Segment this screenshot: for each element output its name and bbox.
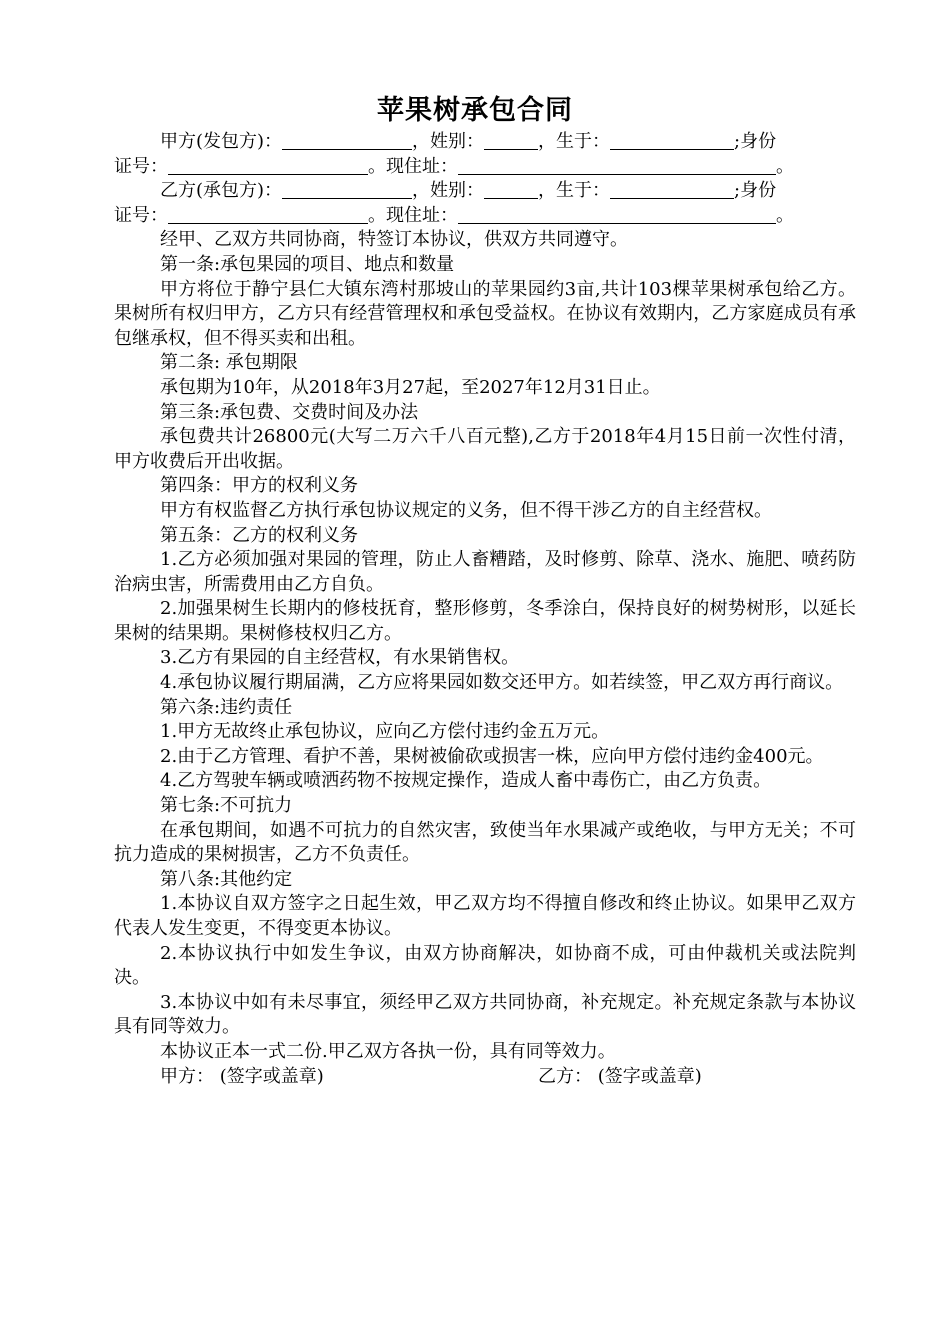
party-b-address-label: 。现住址： [368,204,458,226]
article-paragraph: 2.由于乙方管理、看护不善，果树被偷砍或损害一株，应向甲方偿付违约金400元。 [160,745,824,767]
party-a-address-label: 。现住址： [368,155,458,177]
article-paragraph: 甲方有权监督乙方执行承包协议规定的义务，但不得干涉乙方的自主经营权。 [160,499,772,521]
article-heading: 第八条:其他约定 [160,868,293,890]
party-b-birth-blank [610,180,734,199]
article-paragraph: 2.加强果树生长期内的修枝抚育，整形修剪，冬季涂白，保持良好的树势树形，以延长果树的结果期。果树修枝权归乙方。 [114,598,856,644]
article-paragraph: 2.本协议执行中如发生争议，由双方协商解决，如协商不成，可由仲裁机关或法院判决。 [114,942,856,989]
article-heading: 第二条: 承包期限 [160,352,298,374]
party-b-line-2 [114,204,856,229]
article-paragraph: 3.本协议中如有未尽事宜，须经甲乙双方共同协商，补充规定。补充规定条款与本协议具有同等效力。 [114,991,856,1038]
article-paragraph: 在承包期间，如遇不可抗力的自然灾害，致使当年水果减产或绝收，与甲方无关；不可抗力造成的果树损害，乙方不负责任。 [114,819,856,866]
article-paragraph: 承包期为10年，从2018年3月27起，至2027年12月31日止。 [160,376,661,398]
article-paragraph: 承包费共计26800元(大写二万六千八百元整),乙方于2018年4月15日前一次性付清，甲方收费后开出收据。 [114,426,856,472]
party-b-address-blank [458,205,776,224]
article-heading: 第一条:承包果园的项目、地点和数量 [160,253,455,275]
party-b-name-blank [282,180,412,199]
article-heading: 第五条：乙方的权利义务 [160,524,358,546]
party-a-gender-label: ，姓别： [412,131,485,152]
party-b-label: 乙方(承包方)： [160,180,283,202]
party-a-id-blank [168,156,368,175]
party-a-birth-label: ，生于： [538,131,611,152]
document-title: 苹果树承包合同 [377,95,573,126]
article-heading: 第三条:承包费、交费时间及办法 [160,401,419,423]
party-a-name-blank [282,131,412,150]
article-paragraph: 4.承包协议履行期届满，乙方应将果园如数交还甲方。如若续签，甲乙双方再行商议。 [160,672,844,694]
party-a-label: 甲方(发包方)： [160,131,283,152]
party-b-id-blank [168,205,368,224]
party-b-line [114,179,856,204]
article-heading: 第七条:不可抗力 [160,795,293,817]
party-a-gender-blank [484,131,538,150]
article-paragraph: 甲方将位于静宁县仁大镇东湾村那坡山的苹果园约3亩,共计103棵苹果树承包给乙方。果树所有权归甲方，乙方只有经营管理权和承包受益权。在协议有效期内，乙方家庭成员有承包继承权，但不得买卖和出租。 [114,278,856,349]
party-b-id-label-end: 证号： [114,204,168,226]
party-a-end: 。 [776,155,794,177]
party-a-birth-blank [610,131,734,150]
party-b-gender-blank [484,180,538,199]
party-a-line [114,130,856,155]
article-paragraph: 1.本协议自双方签字之日起生效，甲乙双方均不得擅自修改和终止协议。如果甲乙双方代表人发生变更，不得变更本协议。 [114,893,856,939]
article-heading: 第六条:违约责任 [160,696,293,718]
article-paragraph: 4.乙方驾驶车辆或喷洒药物不按规定操作，造成人畜中毒伤亡，由乙方负责。 [160,770,772,792]
party-b-signature: 乙方： (签字或盖章) [538,1065,702,1087]
party-a-line-2 [114,155,856,180]
article-paragraph: 1.乙方必须加强对果园的管理，防止人畜糟踏，及时修剪、除草、浇水、施肥、喷药防治病虫害，所需费用由乙方自负。 [114,549,856,595]
closing-paragraph: 本协议正本一式二份.甲乙双方各执一份，具有同等效力。 [160,1040,616,1062]
document-body [114,130,856,1089]
party-b-gender-label: ，姓别： [412,180,485,202]
article-paragraph: 1.甲方无故终止承包协议，应向乙方偿付违约金五万元。 [160,721,610,743]
party-b-birth-label: ，生于： [538,180,611,202]
article-heading: 第四条：甲方的权利义务 [160,475,358,497]
party-a-id-label-end: 证号： [114,155,168,177]
party-b-id-label-start: ;身份 [734,180,777,202]
party-a-id-label-start: ;身份 [734,131,777,152]
intro-paragraph: 经甲、乙双方共同协商，特签订本协议，供双方共同遵守。 [160,229,628,251]
article-paragraph: 3.乙方有果园的自主经营权，有水果销售权。 [160,647,520,669]
party-a-address-blank [458,156,776,175]
party-b-end: 。 [776,204,794,226]
signature-row [114,1065,856,1090]
party-a-signature: 甲方： (签字或盖章) [160,1065,324,1087]
